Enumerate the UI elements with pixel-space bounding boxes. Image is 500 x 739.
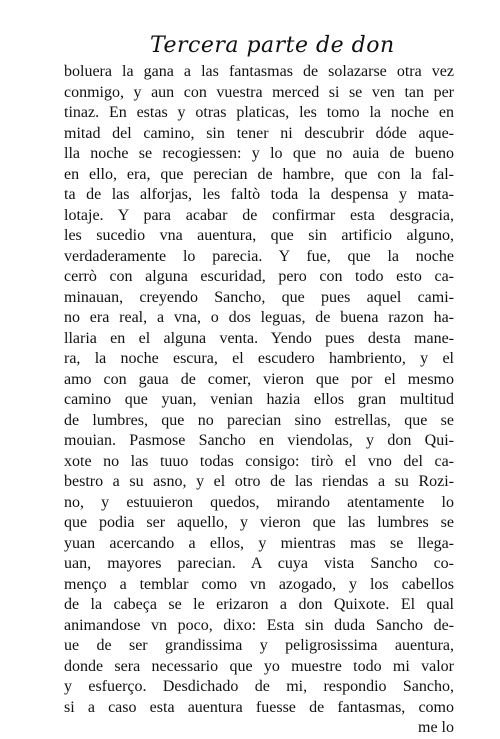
text-line: llaria en el alguna venta. Yendo pues desta mane- bbox=[64, 329, 454, 347]
text-line: tinaz. En estas y otras platicas, les tomo la noche en bbox=[64, 104, 454, 121]
text-line: que podia ser aquello, y vieron que las lumbres se bbox=[64, 514, 454, 531]
text-line: me lo bbox=[418, 719, 454, 736]
text-line: y esfuerço. Desdichado de mi, respondio Sancho, bbox=[64, 678, 454, 695]
text-line: amo con gaua de comer, vieron que por el mesmo bbox=[64, 370, 454, 388]
text-line: animandose vn poco, dixo: Esta sin duda Sancho de- bbox=[64, 616, 454, 634]
text-line: lotaje. Y para acabar de confirmar esta desgracia, bbox=[64, 206, 454, 224]
text-line: bestro a su asno, y el otro de las riendas a su Rozi- bbox=[64, 473, 454, 490]
text-line: lla noche se recogiessen: y lo que no auia de bueno bbox=[64, 145, 454, 162]
text-line: de la cabeça se le erizaron a don Quixote. El qual bbox=[64, 596, 454, 613]
text-line: conmigo, y aun con vuestra merced si se ven tan per bbox=[64, 83, 454, 101]
text-line: ta de las alforjas, les faltò toda la despensa y mata- bbox=[64, 186, 454, 203]
text-line: de lumbres, que no parecian sino estrellas, que se bbox=[64, 411, 454, 429]
text-line: ra, la noche escura, el escudero hambriento, y el bbox=[64, 350, 454, 367]
running-head: Tercera parte de don bbox=[150, 33, 395, 58]
text-line: menço a temblar como vn azogado, y los cabellos bbox=[64, 575, 454, 593]
text-line: ue de ser grandissima y peligrosissima auentura, bbox=[64, 637, 454, 654]
body-text bbox=[64, 62, 454, 739]
text-line: cerrò con alguna escuridad, pero con todo esto ca- bbox=[64, 268, 454, 285]
text-line: mitad del camino, sin tener ni descubrir dóde aque- bbox=[64, 124, 454, 142]
text-line: camino que yuan, venian hazia ellos gran multitud bbox=[64, 391, 454, 408]
text-line: boluera la gana a las fantasmas de solazarse otra vez bbox=[64, 63, 454, 80]
text-line: no era real, a vna, o dos leguas, de buena razon ha- bbox=[64, 309, 454, 326]
text-line: uan, mayores parecian. A cuya vista Sancho co- bbox=[64, 555, 454, 572]
text-line: mouian. Pasmose Sancho en viendolas, y don Qui- bbox=[64, 432, 454, 449]
text-line: yuan acercando a ellos, y mientras mas se llega- bbox=[64, 534, 454, 552]
text-line: si a caso esta auentura fuesse de fantasmas, como bbox=[64, 698, 454, 716]
text-line: minauan, creyendo Sancho, que pues aquel cami- bbox=[64, 288, 454, 306]
text-line: en ello, era, que perecian de hambre, que con la fal- bbox=[64, 165, 454, 183]
text-line: donde sera necessario que yo muestre todo mi valor bbox=[64, 657, 454, 675]
text-line: xote no las tuuo todas consigo: tirò el vno del ca- bbox=[64, 452, 454, 470]
text-line: no, y estuuieron quedos, mirando atentamente lo bbox=[64, 493, 454, 511]
text-line: verdaderamente lo parecia. Y fue, que la noche bbox=[64, 247, 454, 265]
text-line: les sucedio vna auentura, que sin artificio alguno, bbox=[64, 227, 454, 244]
